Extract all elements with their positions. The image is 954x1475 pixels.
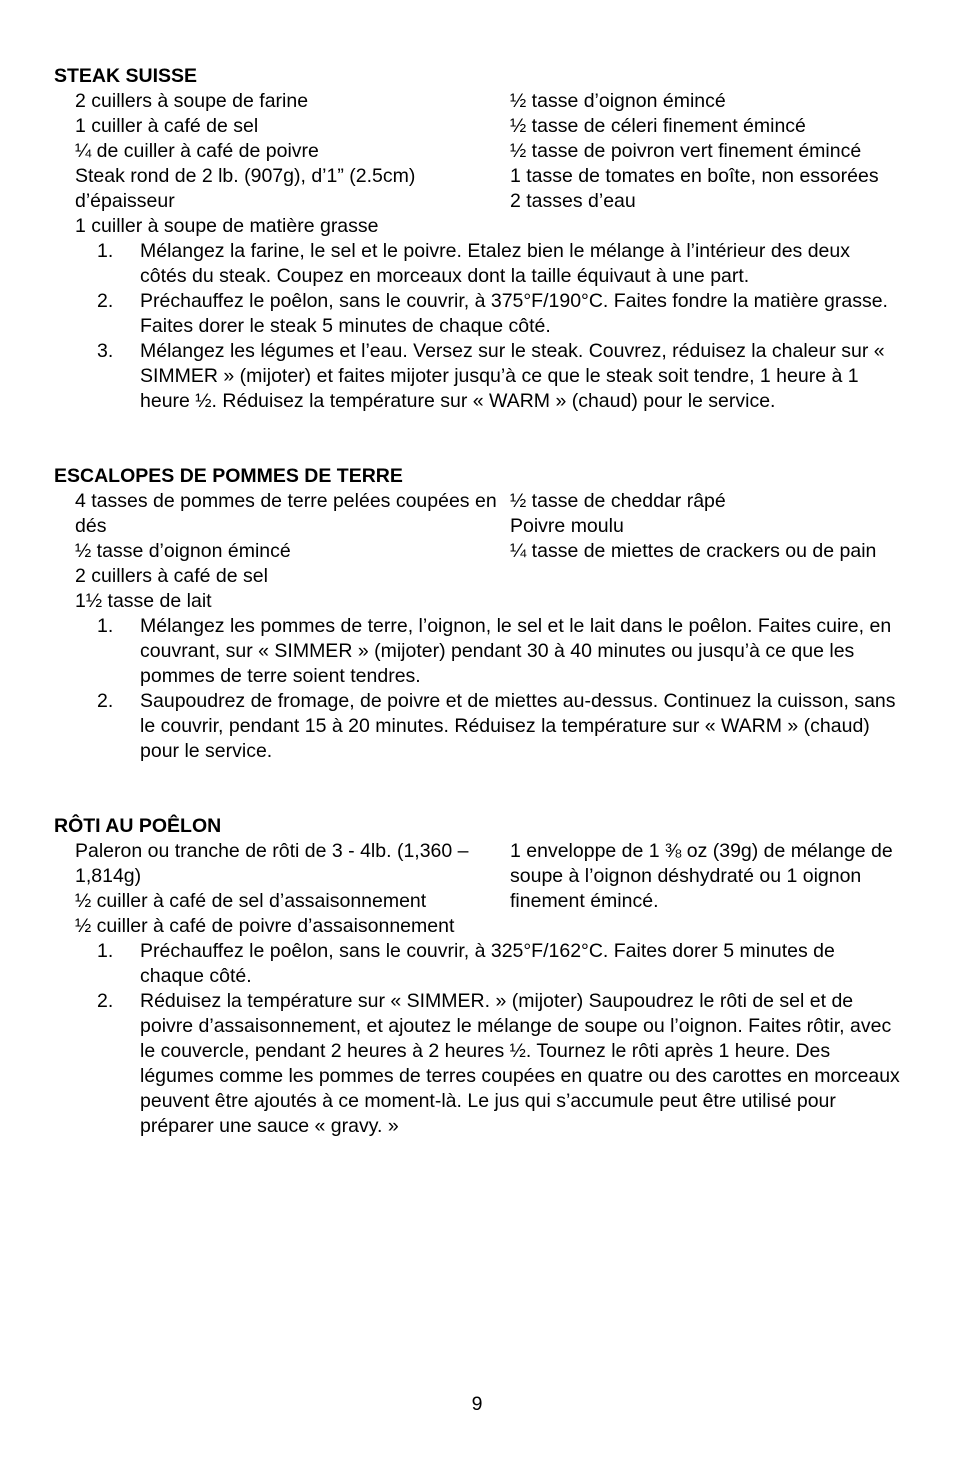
ingredients-list: [54, 839, 914, 939]
ingredient-item: 1 tasse de tomates en boîte, non essorées: [510, 165, 879, 187]
step-text: Mélangez les légumes et l’eau. Versez sur le steak. Couvrez, réduisez la chaleur sur « SIMMER » (mijoter) et faites mijoter jusqu’à ce que le steak soit tendre, 1 heure à 1 heure ½. Réduisez la température sur « WARM » (chaud) pour le service.: [140, 340, 885, 412]
ingredients-left-column: [75, 89, 510, 239]
instruction-step: [54, 239, 914, 289]
ingredient-item: 1 cuiller à soupe de matière grasse: [75, 215, 379, 237]
instruction-step: [54, 614, 914, 689]
ingredient-item: ½ cuiller à café de poivre d’assaisonnement: [75, 915, 455, 937]
ingredients-right-column: [510, 89, 910, 239]
step-text: Préchauffez le poêlon, sans le couvrir, à 325°F/162°C. Faites dorer 5 minutes de chaque côté.: [140, 940, 835, 987]
recipe-escalopes-pommes-de-terre: [54, 464, 914, 764]
ingredient-item: ½ tasse d’oignon émincé: [510, 90, 726, 112]
instruction-steps: [54, 939, 914, 1139]
ingredient-item: 4 tasses de pommes de terre pelées coupées en dés: [75, 490, 497, 537]
ingredient-item: ½ tasse de poivron vert finement émincé: [510, 140, 862, 162]
instruction-step: [54, 989, 914, 1139]
page-number: 9: [471, 1393, 483, 1415]
ingredient-item: 1 enveloppe de 1 ⅜ oz (39g) de mélange de soupe à l’oignon déshydraté ou 1 oignon finement émincé.: [510, 840, 893, 912]
recipe-title: RÔTI AU POÊLON: [54, 815, 222, 837]
instruction-step: [54, 339, 914, 414]
ingredients-right-column: [510, 489, 910, 614]
step-text: Réduisez la température sur « SIMMER. » (mijoter) Saupoudrez le rôti de sel et de poivre d’assaisonnement, et ajoutez le mélange de soupe ou l’oignon. Faites rôtir, avec le couvercle, pendant 2 heures à 2 heures ½. Tournez le rôti après 1 heure. Des légumes comme les pommes de terres coupées en quatre ou des carottes en morceaux peuvent être ajoutés à ce moment-là. Le jus qui s’accumule peut être utilisé pour préparer une sauce « gravy. »: [140, 990, 900, 1137]
recipe-roti-au-poelon: [54, 814, 914, 1139]
recipe-title: STEAK SUISSE: [54, 65, 198, 87]
step-number: 2.: [97, 990, 114, 1012]
step-text: Mélangez la farine, le sel et le poivre. Etalez bien le mélange à l’intérieur des deux côtés du steak. Coupez en morceaux dont la taille équivaut à une part.: [140, 240, 850, 287]
ingredient-item: 2 tasses d’eau: [510, 190, 636, 212]
ingredients-list: [54, 489, 914, 614]
recipe-steak-suisse: [54, 64, 914, 414]
step-text: Saupoudrez de fromage, de poivre et de miettes au-dessus. Continuez la cuisson, sans le couvrir, pendant 15 à 20 minutes. Réduisez la température sur « WARM » (chaud) pour le service.: [140, 690, 896, 762]
instruction-step: [54, 939, 914, 989]
ingredient-item: Steak rond de 2 lb. (907g), d’1” (2.5cm) d’épaisseur: [75, 165, 416, 212]
ingredient-item: ½ tasse d’oignon émincé: [75, 540, 291, 562]
ingredients-right-column: [510, 839, 910, 939]
step-text: Mélangez les pommes de terre, l’oignon, le sel et le lait dans le poêlon. Faites cuire, en couvrant, sur « SIMMER » (mijoter) pendant 30 à 40 minutes ou jusqu’à ce que les pommes de terre soient tendres.: [140, 615, 892, 687]
step-number: 1.: [97, 940, 114, 962]
ingredients-left-column: [75, 489, 510, 614]
ingredient-item: 2 cuillers à soupe de farine: [75, 90, 309, 112]
ingredient-item: 2 cuillers à café de sel: [75, 565, 268, 587]
ingredient-item: ¼ tasse de miettes de crackers ou de pain: [510, 540, 877, 562]
ingredient-item: ½ tasse de céleri finement émincé: [510, 115, 806, 137]
step-number: 1.: [97, 240, 114, 262]
step-number: 2.: [97, 290, 114, 312]
ingredient-item: 1½ tasse de lait: [75, 590, 212, 612]
ingredient-item: Paleron ou tranche de rôti de 3 - 4lb. (1,360 – 1,814g): [75, 840, 469, 887]
recipe-title: ESCALOPES DE POMMES DE TERRE: [54, 465, 403, 487]
ingredient-item: ½ tasse de cheddar râpé: [510, 490, 726, 512]
step-number: 1.: [97, 615, 114, 637]
instruction-steps: [54, 614, 914, 764]
document-page: [54, 64, 914, 1189]
step-text: Préchauffez le poêlon, sans le couvrir, à 375°F/190°C. Faites fondre la matière grasse. Faites dorer le steak 5 minutes de chaque côté.: [140, 290, 888, 337]
ingredients-list: [54, 89, 914, 239]
ingredient-item: 1 cuiller à café de sel: [75, 115, 259, 137]
ingredients-left-column: [75, 839, 510, 939]
instruction-step: [54, 289, 914, 339]
ingredient-item: ¼ de cuiller à café de poivre: [75, 140, 319, 162]
ingredient-item: Poivre moulu: [510, 515, 624, 537]
instruction-step: [54, 689, 914, 764]
ingredient-item: ½ cuiller à café de sel d’assaisonnement: [75, 890, 427, 912]
instruction-steps: [54, 239, 914, 414]
step-number: 2.: [97, 690, 114, 712]
step-number: 3.: [97, 340, 114, 362]
